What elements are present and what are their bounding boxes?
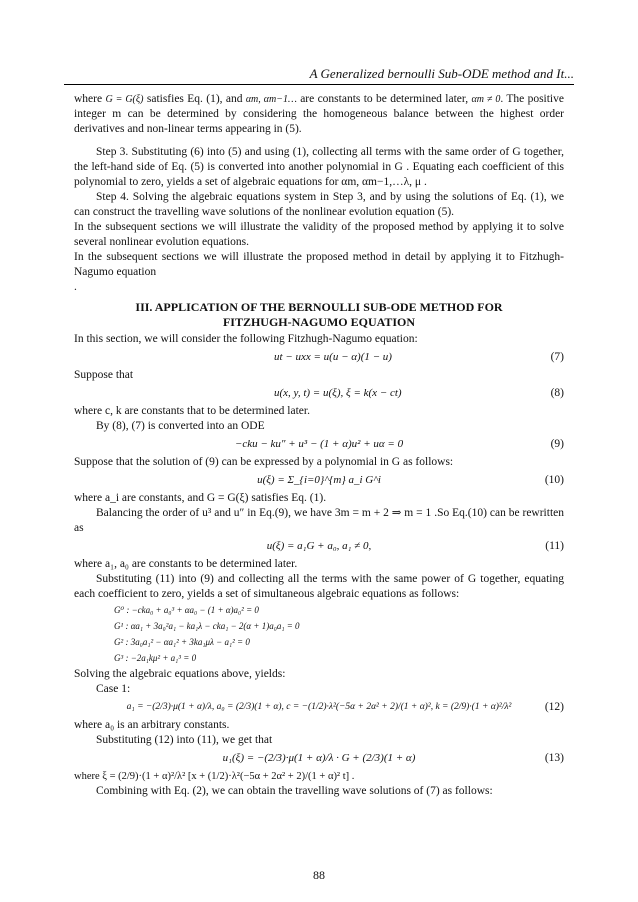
paragraph-polynomial: Suppose that the solution of (9) can be expressed by a polynomial in G as follows: [74, 456, 454, 468]
math-inline: αm, αm−1… [245, 94, 297, 105]
text: where [74, 93, 103, 105]
paragraph-balancing: Balancing the order of u³ and u″ in Eq.(9), we have 3m = m + 2 ⇒ m = 1 .So Eq.(10) can be rewritten as [74, 507, 564, 534]
equation-body: u(x, y, t) = u(ξ), ξ = k(x − ct) [274, 387, 402, 399]
paragraph-step3: Step 3. Substituting (6) into (5) and using (1), collecting all terms with the same order of G together, the left-hand side of Eq. (5) is converted into another polynomial in G . Equating each coefficient of this polynomial to zero, yields a set of algebraic equations for αm, αm−1,…λ, μ . [74, 146, 564, 188]
equation-g2: G² : 3a₀a₁² − αa₁² + 3ka₁μλ − a₁² = 0 [114, 637, 250, 647]
header-rule [64, 84, 574, 85]
paragraph-subsequent-1: In the subsequent sections we will illustrate the validity of the proposed method by applying it to solve several nonlinear evolution equations. [74, 221, 564, 248]
equation-body: u(ξ) = Σ_{i=0}^{m} a_i G^i [257, 474, 381, 486]
paragraph-arbitrary: where a₀ is an arbitrary constants. [74, 719, 230, 731]
equation-12 [74, 700, 564, 715]
paragraph-ai: where a_i are constants, and G = G(ξ) satisfies Eq. (1). [74, 492, 327, 504]
equation-body: u(ξ) = a₁G + a₀, a₁ ≠ 0, [266, 540, 372, 552]
text: . The positive integer m can be determined by considering the homogeneous balance between the highest order derivatives and non-linear terms appearing in (5). [74, 93, 564, 135]
equation-body: −cku − ku″ + u³ − (1 + α)u² + uα = 0 [234, 438, 404, 450]
equation-number: (8) [550, 387, 564, 399]
math-inline: G = G(ξ) [105, 94, 144, 105]
stray-dot: . [74, 281, 77, 293]
equation-body: ut − uxx = u(u − α)(1 − u) [274, 351, 392, 363]
paragraph-substituting-12: Substituting (12) into (11), we get that [96, 734, 273, 746]
equation-number: (10) [544, 474, 564, 486]
paragraph-ode: By (8), (7) is converted into an ODE [96, 420, 265, 432]
paragraph-a1a0: where a₁, a₀ are constants to be determined later. [74, 558, 298, 570]
paragraph-subsequent-2: In the subsequent sections we will illustrate the proposed method in detail by applying it to Fitzhugh-Nagumo equation [74, 251, 564, 278]
equation-number: (7) [550, 351, 564, 363]
text: satisfies Eq. (1), and [146, 93, 243, 105]
equation-g0: G⁰ : −cka₀ + a₀³ + αa₀ − (1 + α)a₀² = 0 [114, 605, 259, 615]
equation-10 [74, 473, 564, 488]
paragraph-1 [74, 92, 564, 137]
equation-g3: G³ : −2a₁kμ² + a₁³ = 0 [114, 653, 197, 663]
paragraph-constants: where c, k are constants that to be determined later. [74, 405, 310, 417]
paragraph-suppose: Suppose that [74, 369, 134, 381]
equation-number: (13) [544, 752, 564, 764]
equation-number: (9) [550, 438, 564, 450]
page-number: 88 [313, 868, 325, 882]
section-title: III. APPLICATION OF THE BERNOULLI SUB-ODE METHOD FOR FITZHUGH-NAGUMO EQUATION [135, 300, 503, 329]
equation-number: (11) [545, 540, 564, 552]
equation-number: (12) [544, 701, 564, 713]
equation-body: a₁ = −(2/3)·μ(1 + α)/λ, a₀ = (2/3)(1 + α), c = −(1/2)·λ²(−5α + 2α² + 2)/(1 + α)², k = (2/9)·(1 + α)²/λ² [126, 702, 512, 712]
running-title: A Generalized bernoulli Sub-ODE method and It... [309, 66, 574, 81]
text: are constants to be determined later, [300, 93, 469, 105]
page-body [74, 92, 564, 799]
equation-g1: G¹ : αa₁ + 3a₀²a₁ − ka₁λ − cka₁ − 2(α + 1)a₀a₁ = 0 [114, 621, 300, 631]
equation-11 [74, 539, 564, 554]
paragraph-intro: In this section, we will consider the following Fitzhugh-Nagumo equation: [74, 333, 418, 345]
equation-body: u₁(ξ) = −(2/3)·μ(1 + α)/λ · G + (2/3)(1 + α) [222, 752, 416, 764]
paragraph-combining: Combining with Eq. (2), we can obtain the travelling wave solutions of (7) as follows: [96, 785, 493, 797]
case-1-label: Case 1: [96, 683, 131, 695]
paragraph-step4: Step 4. Solving the algebraic equations system in Step 3, and by using the solutions of Eq. (1), we can construct the travelling wave solutions of the nonlinear evolution equation (5). [74, 191, 564, 218]
paragraph-substituting: Substituting (11) into (9) and collecting all the terms with the same power of G together, equating each coefficient to zero, yields a set of simultaneous algebraic equations as follows: [74, 573, 564, 600]
paragraph-xi: where ξ = (2/9)·(1 + α)²/λ² [x + (1/2)·λ²(−5α + 2α² + 2)/(1 + α)² t] . [74, 771, 355, 782]
equation-13 [74, 751, 564, 766]
equation-9 [74, 437, 564, 452]
math-inline: αm ≠ 0 [471, 94, 501, 105]
paragraph-solving: Solving the algebraic equations above, yields: [74, 668, 286, 680]
equation-8 [74, 386, 564, 401]
equation-7 [74, 350, 564, 365]
